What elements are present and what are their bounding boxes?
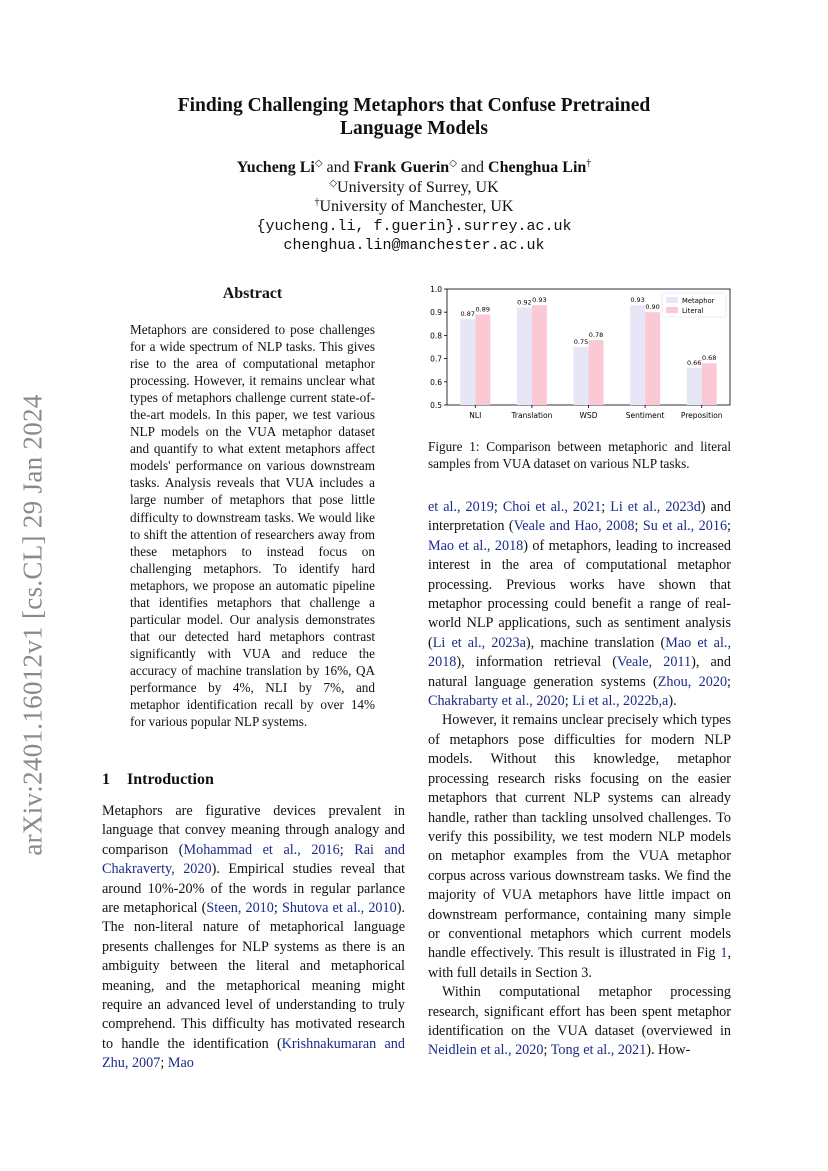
section-title: Introduction — [127, 771, 214, 788]
bar-literal — [702, 363, 717, 405]
y-tick-label: 0.5 — [430, 401, 442, 410]
affiliation-2: †University of Manchester, UK — [314, 197, 514, 215]
figure-link[interactable]: 1 — [720, 945, 728, 962]
citation-link[interactable]: Tong et al., 2021 — [550, 1042, 647, 1059]
bar-chart — [414, 281, 732, 421]
citation-link[interactable]: Shutova et al., 2010 — [281, 900, 397, 917]
author-3-mark: † — [586, 158, 592, 169]
bar-value-label: 0.93 — [532, 296, 547, 305]
bar-literal — [475, 315, 490, 405]
bar-metaphor — [687, 368, 702, 405]
citation-link[interactable]: Choi et al., 2021 — [502, 499, 602, 515]
paragraph: Within computational metaphor processing research, significant effort has been spent metaphor identification on the VUA dataset (overviewed in Neidlein et al., 2020; Tong et al., 2021). How- — [428, 984, 731, 1059]
bar-literal — [645, 312, 660, 405]
legend-label: Literal — [682, 307, 704, 315]
section-heading — [102, 771, 214, 789]
citation-link[interactable]: Mao et al., 2018 — [428, 537, 524, 554]
legend-label: Metaphor — [682, 297, 715, 305]
paper-title — [120, 94, 708, 140]
y-tick-label: 0.9 — [430, 308, 442, 318]
citation-link[interactable]: Krishnakumaran and Zhu, 2007 — [102, 1035, 405, 1072]
and-1: and — [326, 159, 350, 176]
author-block — [120, 158, 708, 256]
citation-link[interactable]: Rai and Chakraverty, 2020 — [102, 841, 405, 878]
citation-link[interactable]: Li et al., 2022b,a — [572, 693, 669, 710]
citation-link[interactable]: Li et al., 2023a — [432, 634, 526, 651]
affiliation-1: ◇University of Surrey, UK — [329, 177, 499, 196]
email-1: {yucheng.li, f.guerin}.surrey.ac.uk — [256, 217, 572, 235]
x-tick-label: NLI — [469, 411, 482, 420]
citation-link[interactable]: Mohammad et al., 2016 — [183, 841, 340, 858]
author-1-mark: ◇ — [314, 158, 323, 169]
x-tick-label: Sentiment — [625, 411, 665, 420]
section-number: 1 — [102, 771, 110, 788]
bar-value-label: 0.87 — [460, 310, 476, 319]
citation-link[interactable]: Chakrabarty et al., 2020 — [428, 693, 565, 710]
x-tick-label: Preposition — [680, 411, 723, 420]
citation-link[interactable]: Steen, 2010 — [206, 900, 274, 917]
citation-link[interactable]: Veale and Hao, 2008 — [513, 518, 635, 535]
author-2: Frank Guerin — [353, 159, 450, 176]
bar-value-label: 0.68 — [701, 354, 717, 363]
y-tick-label: 0.8 — [430, 331, 442, 341]
aff-1-mark: ◇ — [329, 177, 338, 189]
bar-value-label: 0.92 — [517, 298, 532, 307]
bar-literal — [532, 305, 547, 405]
bar-value-label: 0.89 — [475, 305, 491, 314]
paragraph: et al., 2019; Choi et al., 2021; Li et al., 2023d) and interpretation (Veale and Hao, 2008; Su et al., 2016; Mao et al., 2018) of metaphors, leading to increased interest in the area of computational metaphor processing. Previous works have shown that metaphor processing could benefit a range of real-world NLP applications, such as sentiment analysis (Li et al., 2023a), machine translation (Mao et al., 2018), information retrieval (Veale, 2011), and natural language generation systems (Zhou, 2020; Chakrabarty et al., 2020; Li et al., 2022b,a). — [428, 499, 731, 710]
bar-metaphor — [630, 305, 645, 405]
legend-swatch — [666, 297, 678, 303]
title-line-1: Finding Challenging Metaphors that Confuse Pretrained — [177, 95, 651, 116]
author-2-mark: ◇ — [449, 158, 457, 169]
citation-link[interactable]: Mao et al., 2018 — [428, 634, 731, 671]
intro-right-column — [428, 498, 731, 1061]
bar-value-label: 0.90 — [645, 303, 660, 312]
citation-link[interactable]: Veale, 2011 — [617, 654, 692, 671]
paragraph: However, it remains unclear precisely which types of metaphors pose difficulties for modern NLP models. Without this knowledge, metaphor processing research risks focusing on the easier metaphors that current NLP systems can already handle, rather than tackling unsolved challenges. To verify this possibility, we test modern NLP models on metaphor examples from the VUA metaphor corpus across various downstream tasks. We find the majority of VUA metaphors have little impact on downstream performance, containing many simple or conventional metaphors which current models handle effectively. This result is illustrated in Fig 1, with full details in Section 3. — [428, 712, 731, 981]
figure-caption: Figure 1: Comparison between metaphoric and literal samples from VUA dataset on various NLP tasks. — [428, 439, 731, 471]
bar-literal — [589, 340, 604, 405]
citation-link[interactable]: et al., 2019 — [428, 499, 494, 515]
y-tick-label: 1.0 — [430, 285, 442, 294]
aff-2-mark: † — [314, 197, 320, 208]
bar-metaphor — [517, 308, 532, 405]
bar-metaphor — [574, 347, 589, 405]
bar-value-label: 0.78 — [588, 331, 604, 340]
abstract-text: Metaphors are considered to pose challenges for a wide spectrum of NLP tasks. This gives rise to the area of computational metaphor processing. However, it remains unclear what types of metaphors challenge current state-of-the-art models. In this paper, we test various NLP models on the VUA metaphor dataset and quantify to what extent metaphors affect models' performance on various downstream tasks. Analysis reveals that VUA includes a large number of metaphors that pose little difficulty to downstream tasks. We would like to shift the attention of researchers away from these metaphors to instead focus on challenging metaphors. To identify hard metaphors, we propose an automatic pipeline that identifies metaphors that challenge a particular model. Our analysis demonstrates that our detected hard metaphors contrast significantly with VUA and reduce the accuracy of machine translation by 16%, QA performance by 4%, NLI by 7%, and metaphor identification recall by over 14% for various popular NLP systems. — [130, 322, 375, 730]
bar-metaphor — [460, 319, 475, 405]
citation-link[interactable]: Neidlein et al., 2020 — [428, 1042, 544, 1059]
email-2: chenghua.lin@manchester.ac.uk — [283, 237, 545, 254]
legend-swatch — [666, 307, 678, 313]
and-2: and — [460, 159, 485, 176]
citation-link[interactable]: Mao — [167, 1055, 194, 1072]
bar-value-label: 0.75 — [573, 338, 589, 346]
bar-value-label: 0.93 — [630, 296, 645, 305]
y-tick-label: 0.6 — [430, 377, 442, 387]
author-1: Yucheng Li — [236, 159, 315, 176]
title-line-2: Language Models — [340, 118, 488, 139]
author-names — [120, 158, 708, 178]
x-tick-label: Translation — [511, 411, 553, 420]
citation-link[interactable]: Li et al., 2023d — [610, 499, 701, 515]
citation-link[interactable]: Zhou, 2020 — [657, 673, 728, 690]
citation-link[interactable]: Su et al., 2016 — [642, 518, 728, 535]
author-3: Chenghua Lin — [488, 159, 587, 176]
arxiv-stamp — [16, 375, 50, 875]
intro-left-column: Metaphors are figurative devices prevalent in language that convey meaning through analogy and comparison (Mohammad et al., 2016; Rai and Chakraverty, 2020). Empirical studies reveal that around 10%-20% of the words in regular parlance are metaphorical (Steen, 2010; Shutova et al., 2010). The non-literal nature of metaphorical language presents challenges for NLP systems as there is an ambiguity between the literal and metaphorical meaning, and the metaphorical meaning might require an advanced level of understanding to truly comprehend. This difficulty has motivated research to handle the identification (Krishnakumaran and Zhu, 2007; Mao — [102, 803, 405, 1072]
arxiv-id: arXiv:2401.16012v1 [cs.CL] 29 Jan 2024 — [17, 394, 48, 856]
abstract-heading: Abstract — [222, 285, 283, 302]
y-tick-label: 0.7 — [430, 354, 442, 364]
bar-value-label: 0.66 — [686, 358, 702, 367]
x-tick-label: WSD — [579, 411, 598, 420]
